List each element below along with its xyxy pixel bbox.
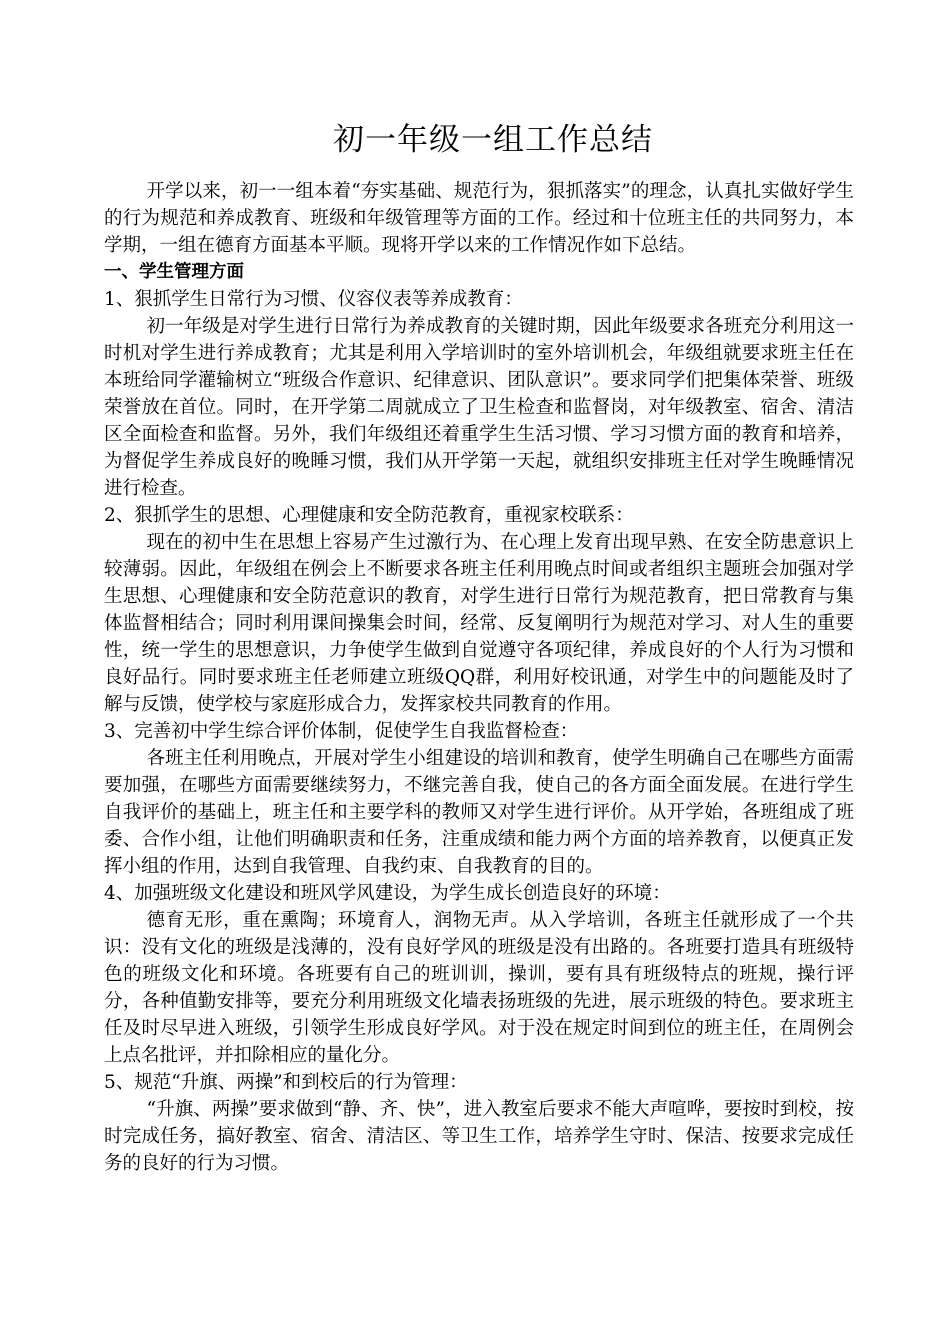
item-heading: 4、加强班级文化建设和班风学风建设，为学生成长创造良好的环境： xyxy=(104,883,671,904)
item-heading: 3、完善初中学生综合评价体制，促使学生自我监督检查： xyxy=(104,721,579,742)
section-heading: 一、学生管理方面 xyxy=(104,262,244,282)
item-paragraph: 德育无形，重在熏陶；环境育人，润物无声。从入学培训，各班主任就形成了一个共识：没有文化的班级是浅薄的，没有良好学风的班级是没有出路的。各班要打造具有班级特色的班级文化和环境。各班要有自己的班训训，操训，要有具有班级特点的班规，操行评分，各种值勤安排等，要充分利用班级文化墙表扬班级的先进，展示班级的特色。要求班主任及时尽早进入班级，引领学生形成良好学风。对于没在规定时间到位的班主任，在周例会上点名批评，并扣除相应的量化分。 xyxy=(104,910,854,1066)
document-body xyxy=(104,178,854,1177)
item-heading: 1、狠抓学生日常行为习惯、仪容仪表等养成教育： xyxy=(104,289,523,310)
item-paragraph: 现在的初中生在思想上容易产生过激行为、在心理上发育出现早熟、在安全防患意识上较薄弱。因此，年级组在例会上不断要求各班主任利用晚点时间或者组织主题班会加强对学生思想、心理健康和安全防范意识的教育，对学生进行日常行为规范教育，把日常教育与集体监督相结合；同时利用课间操集会时间，经常、反复阐明行为规范对学习、对人生的重要性，统一学生的思想意识，力争使学生做到自觉遵守各项纪律，养成良好的个人行为习惯和良好品行。同时要求班主任老师建立班级QQ群，利用好校讯通，对学生中的问题能及时了解与反馈，使学校与家庭形成合力，发挥家校共同教育的作用。 xyxy=(104,532,854,715)
page-title: 初一年级一组工作总结 xyxy=(333,122,653,158)
intro-paragraph: 开学以来，初一一组本着“夯实基础、规范行为，狠抓落实”的理念，认真扎实做好学生的行为规范和养成教育、班级和年级管理等方面的工作。经过和十位班主任的共同努力，本学期，一组在德育方面基本平顺。现将开学以来的工作情况作如下总结。 xyxy=(104,181,854,256)
item-paragraph: 初一年级是对学生进行日常行为养成教育的关键时期，因此年级要求各班充分利用这一时机对学生进行养成教育；尤其是利用入学培训时的室外培训机会，年级组就要求班主任在本班给同学灌输树立“班级合作意识、纪律意识、团队意识”。要求同学们把集体荣誉、班级荣誉放在首位。同时，在开学第二周就成立了卫生检查和监督岗，对年级教室、宿舍、清洁区全面检查和监督。另外，我们年级组还着重学生生活习惯、学习习惯方面的教育和培养，为督促学生养成良好的晚睡习惯，我们从开学第一天起，就组织安排班主任对学生晚睡情况进行检查。 xyxy=(104,316,854,499)
item-paragraph: “升旗、两操”要求做到“静、齐、快”，进入教室后要求不能大声喧哗，要按时到校，按时完成任务，搞好教室、宿舍、清洁区、等卫生工作，培养学生守时、保洁、按要求完成任务的良好的行为习惯。 xyxy=(104,1099,854,1174)
item-heading: 5、规范“升旗、两操”和到校后的行为管理： xyxy=(104,1072,468,1093)
item-paragraph: 各班主任利用晚点，开展对学生小组建设的培训和教育，使学生明确自己在哪些方面需要加强，在哪些方面需要继续努力，不继完善自我，使自己的各方面全面发展。在进行学生自我评价的基础上，班主任和主要学科的教师又对学生进行评价。从开学始，各班组成了班委、合作小组，让他们明确职责和任务，注重成绩和能力两个方面的培养教育，以便真正发挥小组的作用，达到自我管理、自我约束、自我教育的目的。 xyxy=(104,748,854,877)
item-heading: 2、狠抓学生的思想、心理健康和安全防范教育，重视家校联系： xyxy=(104,505,634,526)
